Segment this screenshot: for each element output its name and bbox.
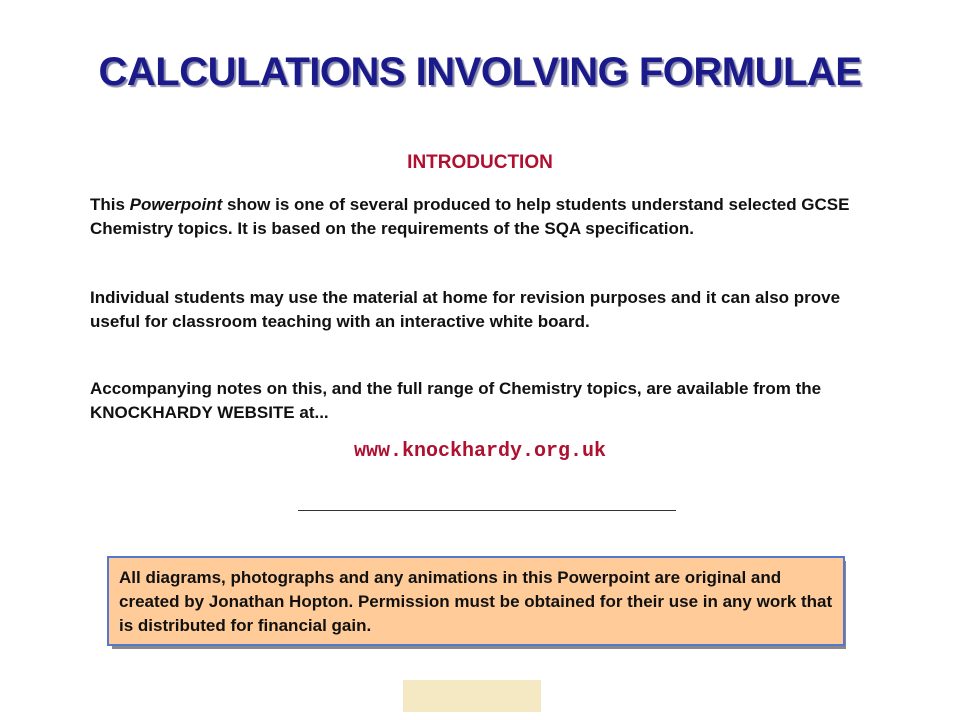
intro-heading: INTRODUCTION	[407, 152, 553, 173]
slide-title: CALCULATIONS INVOLVING FORMULAE	[98, 50, 862, 94]
intro-paragraph-1	[90, 193, 880, 241]
website-link[interactable]: www.knockhardy.org.uk	[353, 440, 607, 463]
divider-line	[298, 510, 676, 511]
para1-post: show is one of several produced to help students understand selected GCSE Chemistry topics. It is based on the requirements of the SQA specification.	[90, 195, 850, 238]
intro-paragraph-3: Accompanying notes on this, and the full range of Chemistry topics, are available from the KNOCKHARDY WEBSITE at...	[90, 379, 822, 422]
para1-pre: This	[90, 195, 130, 214]
intro-paragraph-2: Individual students may use the material at home for revision purposes and it can also prove useful for classroom teaching with an interactive white board.	[90, 288, 841, 331]
logo-placeholder	[403, 680, 541, 712]
copyright-notice: All diagrams, photographs and any animations in this Powerpoint are original and created by Jonathan Hopton. Permission must be obtained for their use in any work that is distributed for financial gain.	[107, 556, 845, 646]
para1-emphasis: Powerpoint	[129, 195, 223, 214]
